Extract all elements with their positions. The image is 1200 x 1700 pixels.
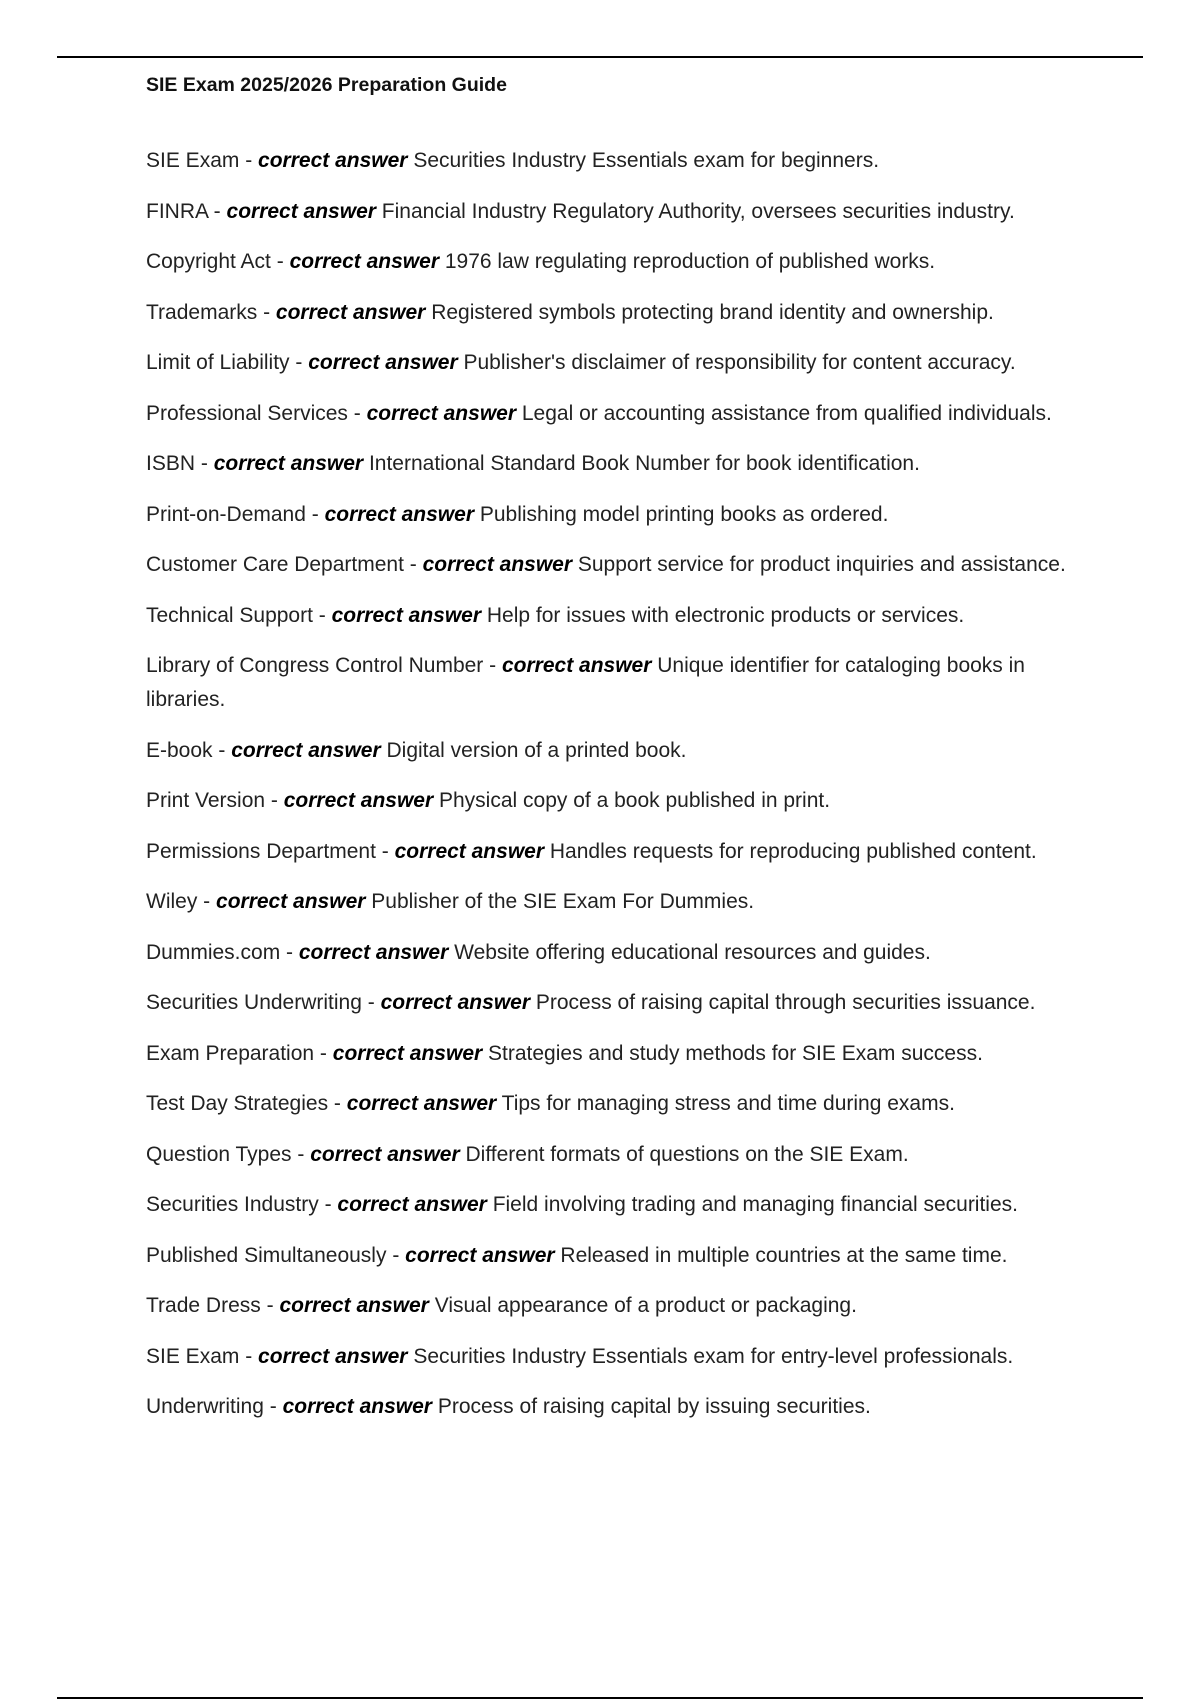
entry-term: SIE Exam xyxy=(146,149,240,172)
entry-separator: - xyxy=(361,991,381,1014)
entry-term: Professional Services xyxy=(146,401,348,425)
entry-separator: - xyxy=(257,300,276,324)
entry-term: Test Day Strategies xyxy=(146,1092,329,1115)
header-rule xyxy=(57,56,1143,58)
entry-definition: Legal or accounting assistance from qualified individuals. xyxy=(521,401,1052,425)
entry-answer-tag: correct answer xyxy=(380,991,531,1014)
entry-answer-tag: correct answer xyxy=(298,940,449,964)
entry-definition: Physical copy of a book published in print. xyxy=(439,789,831,812)
entry-separator: - xyxy=(207,199,227,223)
entry-definition: Help for issues with electronic products or services. xyxy=(486,603,965,627)
entry-term: SIE Exam xyxy=(146,1344,240,1368)
entry-separator: - xyxy=(212,738,232,762)
entry-separator: - xyxy=(328,1092,347,1115)
entry-term: Trademarks xyxy=(146,300,258,324)
flashcard-entry xyxy=(146,296,1106,330)
entry-separator: - xyxy=(347,401,367,425)
entry-separator: - xyxy=(312,603,332,627)
entry-answer-tag: correct answer xyxy=(213,452,364,475)
entry-separator: - xyxy=(483,654,502,677)
entry-term: Question Types xyxy=(146,1142,292,1166)
entry-term: Underwriting xyxy=(146,1395,264,1418)
entry-answer-tag: correct answer xyxy=(279,1294,429,1317)
entry-term: Securities Industry xyxy=(146,1193,319,1216)
flashcard-entry xyxy=(146,599,1106,633)
entry-definition: Publishing model printing books as ordered. xyxy=(479,502,889,526)
entry-definition: 1976 law regulating reproduction of published works. xyxy=(444,250,936,273)
entry-answer-tag: correct answer xyxy=(394,839,545,863)
flashcard-entry xyxy=(146,447,1106,481)
flashcard-entry xyxy=(146,1138,1106,1172)
entry-separator: - xyxy=(263,1395,283,1418)
entry-term: Technical Support xyxy=(146,603,313,627)
flashcard-entry xyxy=(146,734,1106,768)
entry-answer-tag: correct answer xyxy=(216,890,366,913)
entry-definition: Publisher of the SIE Exam For Dummies. xyxy=(371,890,755,913)
entry-definition: Securities Industry Essentials exam for entry-level professionals. xyxy=(413,1344,1014,1368)
entry-answer-tag: correct answer xyxy=(310,1142,460,1166)
footer-rule xyxy=(57,1697,1143,1699)
entry-answer-tag: correct answer xyxy=(283,789,434,812)
flashcard-entry xyxy=(146,986,1106,1020)
entry-definition: Handles requests for reproducing published content. xyxy=(549,839,1037,863)
entry-answer-tag: correct answer xyxy=(282,1395,432,1418)
entry-answer-tag: correct answer xyxy=(332,1041,483,1065)
flashcard-entry xyxy=(146,1188,1106,1222)
entry-definition: Securities Industry Essentials exam for beginners. xyxy=(413,149,880,172)
entry-definition: Strategies and study methods for SIE Exam success. xyxy=(488,1041,983,1065)
entry-separator: - xyxy=(239,1344,259,1368)
entry-answer-tag: correct answer xyxy=(324,502,474,526)
entry-separator: - xyxy=(265,789,284,812)
entry-answer-tag: correct answer xyxy=(422,553,573,576)
entry-definition: Process of raising capital by issuing securities. xyxy=(437,1395,871,1418)
entry-answer-tag: correct answer xyxy=(231,738,381,762)
entry-definition: Field involving trading and managing financial securities. xyxy=(492,1193,1018,1216)
entry-term: ISBN xyxy=(146,452,196,475)
entry-definition: Unique identifier for cataloging books in libraries. xyxy=(146,654,1025,711)
entry-term: Trade Dress xyxy=(146,1294,261,1317)
entry-separator: - xyxy=(239,149,259,172)
entry-separator: - xyxy=(305,502,325,526)
flashcard-entry xyxy=(146,784,1106,818)
entry-answer-tag: correct answer xyxy=(308,351,458,374)
entry-term: FINRA xyxy=(146,199,208,223)
entry-term: Copyright Act xyxy=(146,250,271,273)
entry-definition: Tips for managing stress and time during exams. xyxy=(501,1092,955,1115)
entry-answer-tag: correct answer xyxy=(258,149,408,172)
flashcard-entry xyxy=(146,144,1106,178)
flashcard-entry xyxy=(146,1390,1106,1424)
flashcard-entry xyxy=(146,1289,1106,1323)
flashcard-entry xyxy=(146,1087,1106,1121)
flashcard-entry xyxy=(146,835,1106,869)
flashcard-entry xyxy=(146,548,1106,582)
entry-term: Print Version xyxy=(146,789,266,812)
entry-answer-tag: correct answer xyxy=(346,1092,497,1115)
entry-answer-tag: correct answer xyxy=(405,1243,555,1267)
entry-definition: Registered symbols protecting brand identity and ownership. xyxy=(431,300,994,324)
entry-separator: - xyxy=(375,839,395,863)
entry-answer-tag: correct answer xyxy=(337,1193,487,1216)
entry-term: Dummies.com xyxy=(146,940,281,964)
entry-definition: Released in multiple countries at the same time. xyxy=(560,1243,1008,1267)
entry-term: Limit of Liability xyxy=(146,351,290,374)
flashcard-entry xyxy=(146,649,1106,717)
entry-definition: Publisher's disclaimer of responsibility for content accuracy. xyxy=(463,351,1016,374)
flashcard-list xyxy=(146,144,1106,1441)
entry-term: Exam Preparation xyxy=(146,1041,315,1065)
entry-term: Permissions Department xyxy=(146,839,376,863)
entry-answer-tag: correct answer xyxy=(258,1344,408,1368)
entry-definition: Visual appearance of a product or packaging. xyxy=(434,1294,857,1317)
flashcard-entry xyxy=(146,245,1106,279)
entry-separator: - xyxy=(260,1294,280,1317)
entry-answer-tag: correct answer xyxy=(501,654,652,677)
flashcard-entry xyxy=(146,936,1106,970)
entry-answer-tag: correct answer xyxy=(275,300,426,324)
entry-term: Customer Care Department xyxy=(146,553,404,576)
page-title: SIE Exam 2025/2026 Preparation Guide xyxy=(146,74,507,96)
entry-term: E-book xyxy=(146,738,213,762)
entry-term: Library of Congress Control Number xyxy=(146,654,484,677)
flashcard-entry xyxy=(146,397,1106,431)
entry-term: Print-on-Demand xyxy=(146,502,306,526)
flashcard-entry xyxy=(146,1340,1106,1374)
flashcard-entry xyxy=(146,195,1106,229)
entry-separator: - xyxy=(318,1193,338,1216)
flashcard-entry xyxy=(146,1037,1106,1071)
flashcard-entry xyxy=(146,498,1106,532)
entry-answer-tag: correct answer xyxy=(226,199,376,223)
entry-separator: - xyxy=(289,351,309,374)
entry-term: Securities Underwriting xyxy=(146,991,362,1014)
entry-definition: International Standard Book Number for book identification. xyxy=(368,452,920,475)
flashcard-entry xyxy=(146,1239,1106,1273)
entry-separator: - xyxy=(197,890,217,913)
entry-definition: Website offering educational resources and guides. xyxy=(454,940,931,964)
entry-definition: Different formats of questions on the SIE Exam. xyxy=(465,1142,909,1166)
entry-separator: - xyxy=(280,940,299,964)
flashcard-entry xyxy=(146,346,1106,380)
flashcard-entry xyxy=(146,885,1106,919)
entry-answer-tag: correct answer xyxy=(366,401,517,425)
entry-answer-tag: correct answer xyxy=(331,603,482,627)
entry-definition: Process of raising capital through securities issuance. xyxy=(535,991,1036,1014)
entry-definition: Financial Industry Regulatory Authority, oversees securities industry. xyxy=(381,199,1015,223)
entry-separator: - xyxy=(403,553,423,576)
entry-term: Published Simultaneously xyxy=(146,1243,387,1267)
entry-term: Wiley xyxy=(146,890,198,913)
entry-answer-tag: correct answer xyxy=(289,250,439,273)
entry-separator: - xyxy=(386,1243,406,1267)
entry-definition: Support service for product inquiries and assistance. xyxy=(577,553,1066,576)
entry-separator: - xyxy=(291,1142,311,1166)
entry-separator: - xyxy=(314,1041,333,1065)
entry-separator: - xyxy=(270,250,290,273)
entry-definition: Digital version of a printed book. xyxy=(386,738,687,762)
entry-separator: - xyxy=(195,452,214,475)
